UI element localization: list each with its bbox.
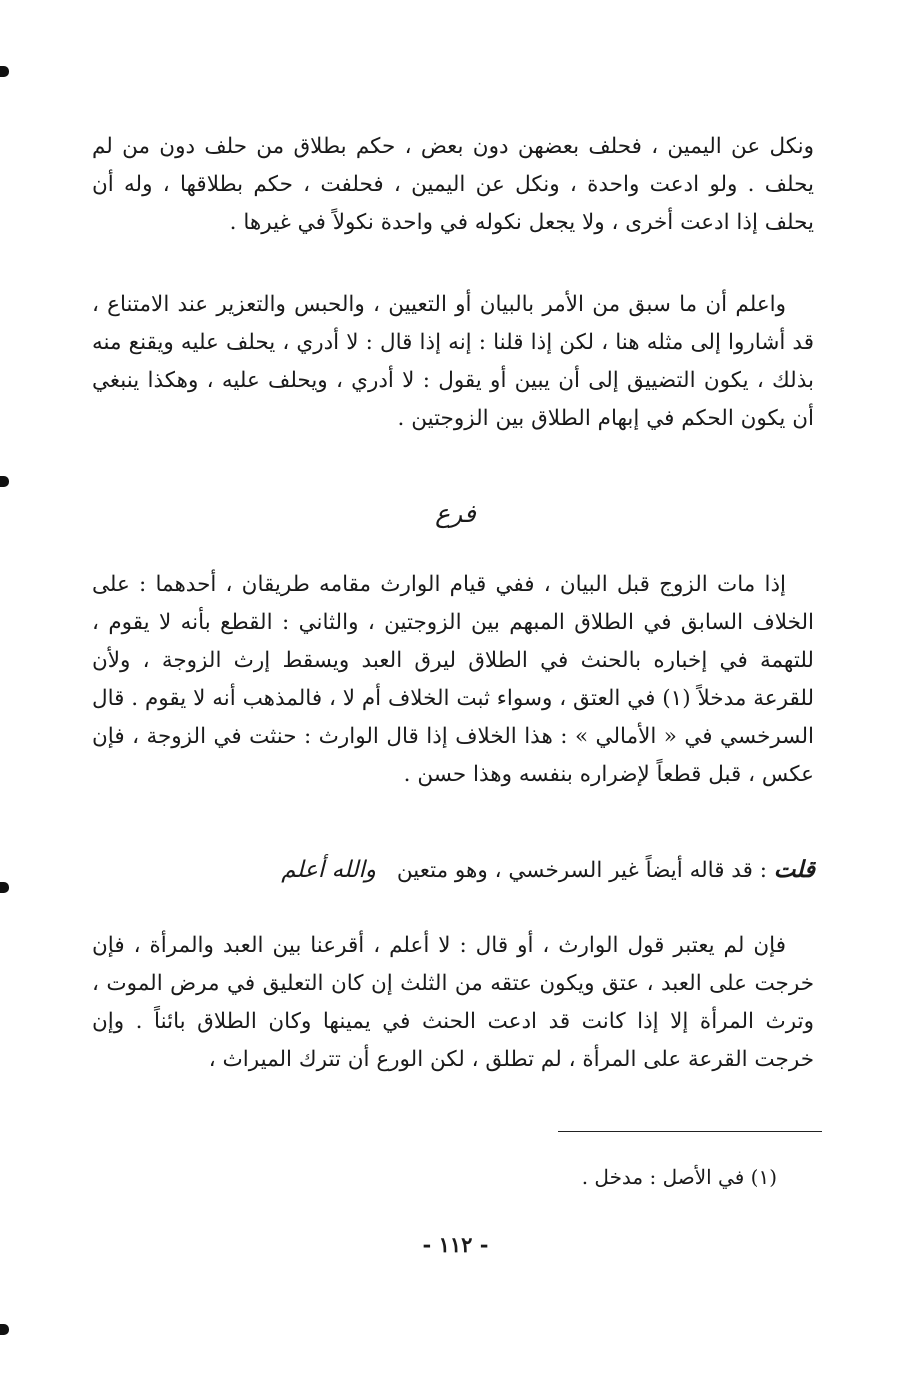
section-heading: فرع xyxy=(435,499,476,528)
paragraph-2-text: واعلم أن ما سبق من الأمر بالبيان أو التعيين ، والحبس والتعزير عند الامتناع ، قد أشاروا إلى مثله هنا ، لكن إذا قلنا : إنه إذا قال : لا أدري ، يحلف عليه ويقنع منه بذلك ، يكون التضييق إلى أن يبين أو يقول : لا أدري ، ويحلف عليه ، وهكذا ينبغي أن يكون الحكم في إبهام الطلاق بين الزوجتين . xyxy=(92,292,814,431)
scan-edge-mark xyxy=(0,882,9,893)
footnote: (١) في الأصل : مدخل . xyxy=(581,1165,777,1189)
scan-edge-mark xyxy=(0,476,9,487)
scan-edge-mark xyxy=(0,66,9,77)
page-number: - ١١٢ - xyxy=(422,1232,489,1257)
note-closing: والله أعلم xyxy=(281,857,377,883)
paragraph-4-text: فإن لم يعتبر قول الوارث ، أو قال : لا أعلم ، أقرعنا بين العبد والمرأة ، فإن خرجت على العبد ، عتق ويكون عتقه من الثلث إن كان التعليق في مرض الموت ، وترث المرأة إلا إذا كانت قد ادعت الحنث في يمينها وكان الطلاق بائناً . وإن خرجت القرعة على المرأة ، لم تطلق ، لكن الورع أن تترك الميراث ، xyxy=(92,933,814,1072)
paragraph-3 xyxy=(92,566,814,794)
paragraph-1 xyxy=(92,128,814,242)
paragraph-4 xyxy=(92,927,814,1079)
note-text: : قد قاله أيضاً غير السرخسي ، وهو متعين xyxy=(396,858,767,883)
paragraph-2 xyxy=(92,286,814,438)
scan-edge-mark xyxy=(0,1324,9,1335)
footnote-divider xyxy=(558,1131,822,1132)
author-note xyxy=(155,851,815,890)
note-label: قلت xyxy=(773,856,815,883)
paragraph-3-text: إذا مات الزوج قبل البيان ، ففي قيام الوارث مقامه طريقان ، أحدهما : على الخلاف السابق في الطلاق المبهم بين الزوجتين ، والثاني : القطع بأنه لا يقوم ، للتهمة في إخباره بالحنث في الطلاق ليرق العبد ويسقط إرث الزوجة ، ولأن للقرعة مدخلاً (١) في العتق ، وسواء ثبت الخلاف أم لا ، فالمذهب أنه لا يقوم . قال السرخسي في « الأمالي » : هذا الخلاف إذا قال الوارث : حنثت في الزوجة ، فإن عكس ، قبل قطعاً لإضراره بنفسه وهذا حسن . xyxy=(92,572,814,787)
paragraph-1-text: ونكل عن اليمين ، فحلف بعضهن دون بعض ، حكم بطلاق من حلف دون من لم يحلف . ولو ادعت واحدة ، ونكل عن اليمين ، فحلفت ، حكم بطلاقها ، وله أن يحلف إذا ادعت أخرى ، ولا يجعل نكوله في واحدة نكولاً في غيرها . xyxy=(92,134,814,235)
